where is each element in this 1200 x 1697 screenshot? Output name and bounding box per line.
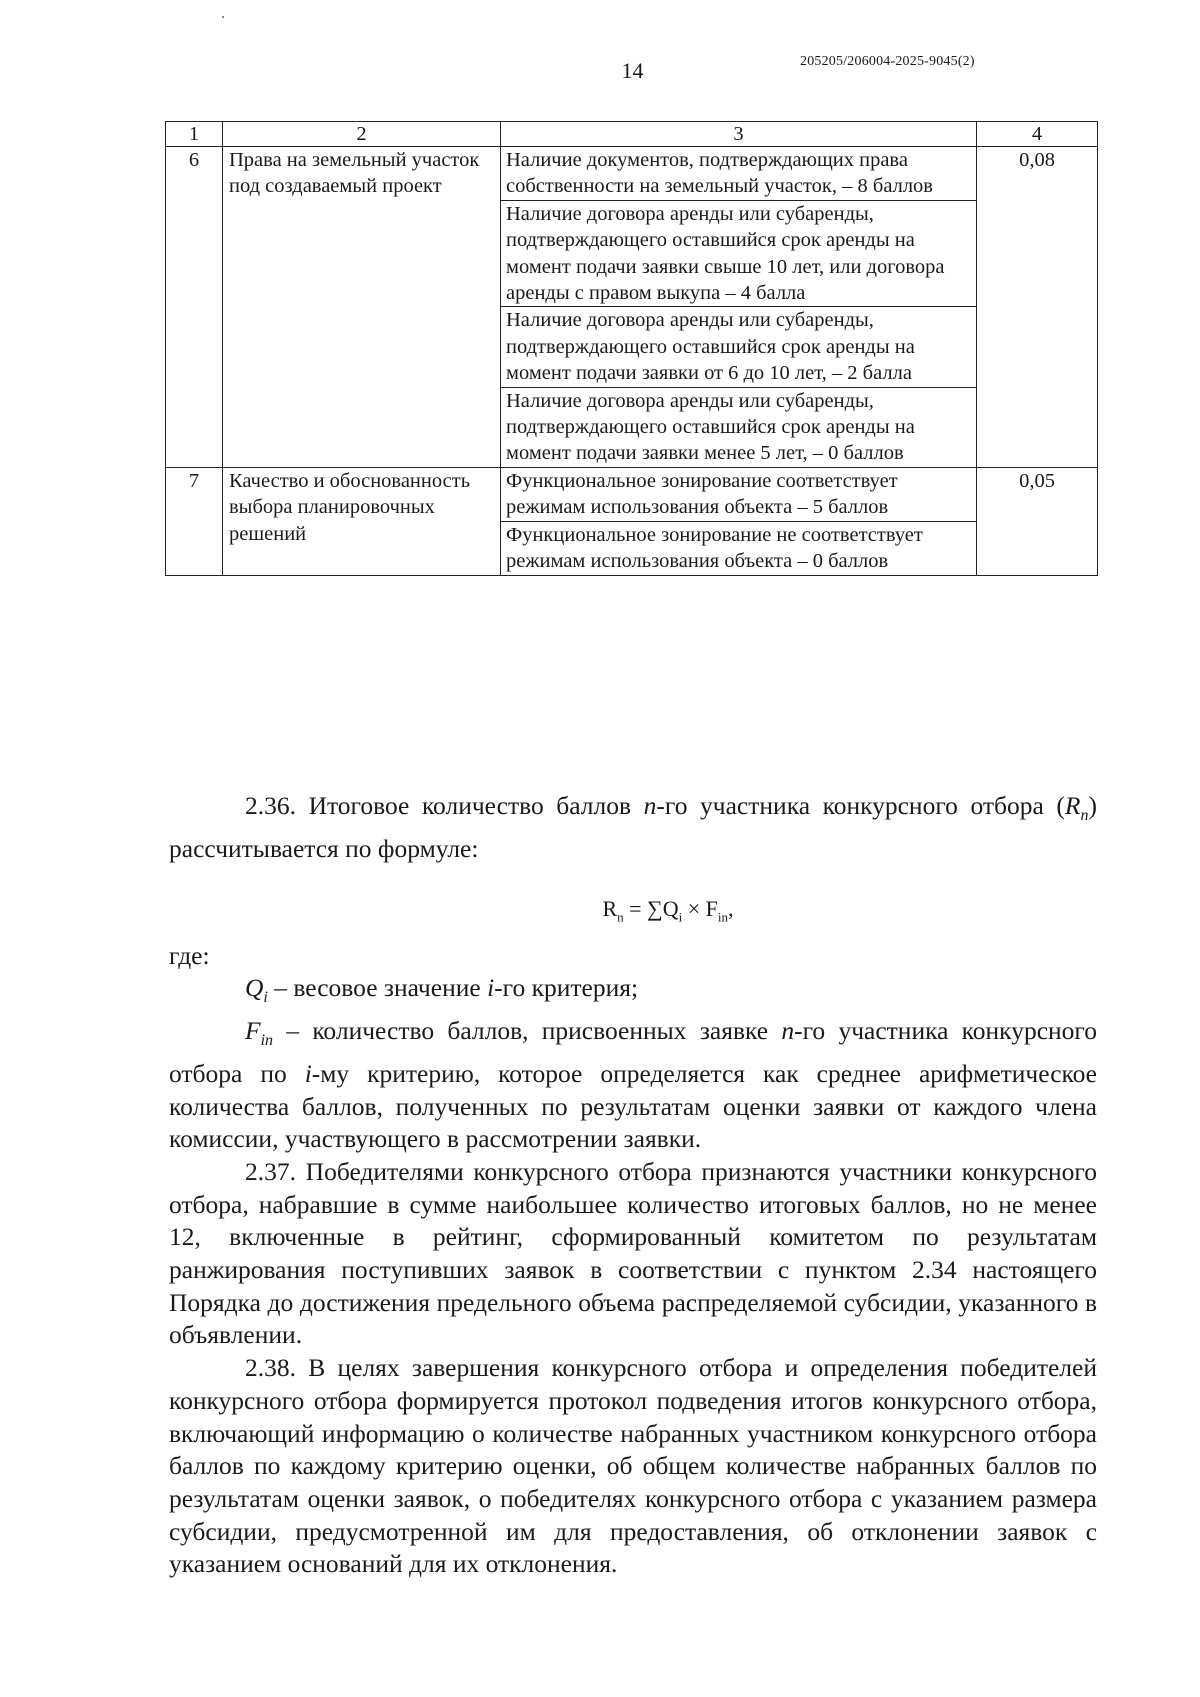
paragraph-2-38: 2.38. В целях завершения конкурсного отбора и определения победителей конкурсного отбора формируется протокол подведения итогов конкурсного отбора, включающий информацию о количестве набранных участником конкурсного отбора баллов по каждому критерию оценки, об общем количестве набранных баллов по результатам оценки заявок, о победителях конкурсного отбора с указанием размера субсидии, предусмотренной им для предоставления, об отклонении заявок с указанием оснований для их отклонения.	[169, 1353, 1097, 1579]
page-number: 14	[621, 58, 644, 83]
where-label: где:	[169, 940, 210, 970]
row-number: 6	[166, 147, 223, 468]
table-header-cell: 2	[223, 122, 501, 147]
criteria-table	[165, 121, 1098, 576]
table-header-cell: 1	[166, 122, 223, 147]
criterion-value: Функциональное зонирование не соответствует режимам использования объекта – 0 баллов	[501, 521, 977, 575]
definition-f: $F_{in}$ – количество баллов, присвоенных заявке n-го участника конкурсного отбора по i-му критерию, которое определяется как среднее арифметическое количества баллов, полученных по результатам оценки заявки от каждого члена комиссии, участвующего в рассмотрении заявки.	[169, 1016, 1097, 1154]
table-header-cell: 3	[501, 122, 977, 147]
table-header-row	[166, 122, 1098, 147]
criterion-weight: 0,08	[977, 147, 1098, 468]
criterion-name: Качество и обоснованность выбора планировочных решений	[223, 467, 501, 575]
table-header-cell: 4	[977, 122, 1098, 147]
criterion-weight: 0,05	[977, 467, 1098, 575]
row-number: 7	[166, 467, 223, 575]
table-row	[166, 467, 1098, 521]
criterion-value: Функциональное зонирование соответствует режимам использования объекта – 5 баллов	[501, 467, 977, 521]
score-formula: $R_n = \sum Q_i \times F_{in}$,	[602, 895, 734, 924]
criterion-name: Права на земельный участок под создаваемый проект	[223, 147, 501, 468]
criterion-value: Наличие договора аренды или субаренды, подтверждающего оставшийся срок аренды на момент подачи заявки свыше 10 лет, или договора аренды с правом выкупа – 4 балла	[501, 200, 977, 307]
scan-speck	[222, 16, 224, 18]
paragraph-2-36: 2.36. Итоговое количество баллов n-го участника конкурсного отбора $(R_n)$ рассчитывается по формуле:	[169, 791, 1097, 863]
table-row	[166, 147, 1098, 201]
criterion-value: Наличие договора аренды или субаренды, подтверждающего оставшийся срок аренды на момент подачи заявки менее 5 лет, – 0 баллов	[501, 387, 977, 467]
document-id: 205205/206004-2025-9045(2)	[800, 54, 975, 69]
definition-q: $Q_i$ – весовое значение i-го критерия;	[245, 973, 639, 1007]
document-body	[169, 790, 1097, 1581]
criterion-value: Наличие договора аренды или субаренды, подтверждающего оставшийся срок аренды на момент подачи заявки от 6 до 10 лет, – 2 балла	[501, 307, 977, 387]
paragraph-2-37: 2.37. Победителями конкурсного отбора признаются участники конкурсного отбора, набравшие в сумме наибольшее количество итоговых баллов, но не менее 12, включенные в рейтинг, сформированный комитетом по результатам ранжирования поступивших заявок в соответствии с пунктом 2.34 настоящего Порядка до достижения предельного объема распределяемой субсидии, указанного в объявлении.	[169, 1156, 1097, 1350]
criterion-value: Наличие документов, подтверждающих права собственности на земельный участок, – 8 баллов	[501, 147, 977, 201]
